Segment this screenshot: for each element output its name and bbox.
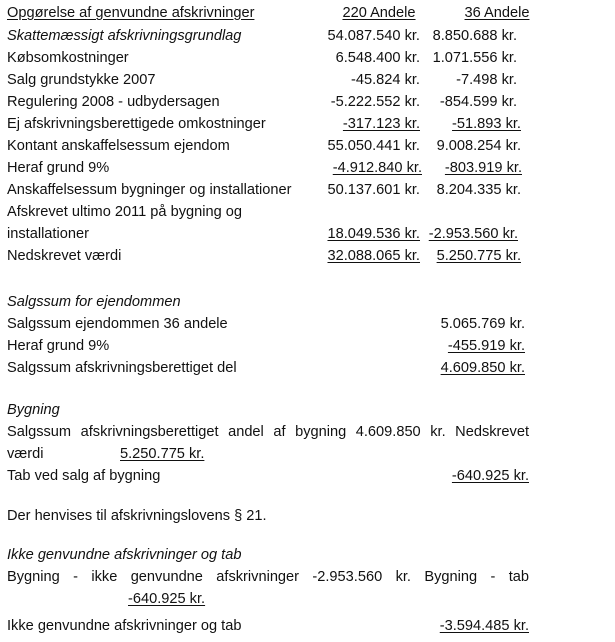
law-reference: Der henvises til afskrivningslovens § 21.: [7, 508, 267, 524]
row-label: Salgssum afskrivningsberettiget del: [7, 360, 237, 376]
cropped-text-line: [0, 0, 615, 2]
cell-220: 18.049.536 kr.: [327, 226, 420, 242]
cell-220: -4.912.840 kr.: [332, 160, 422, 176]
row-label: Anskaffelsessum bygninger og installationer: [7, 182, 292, 198]
cell-36: -854.599 kr.: [439, 94, 517, 110]
column-header-220: 220 Andele: [342, 5, 416, 21]
building-text-line: Salgssum afskrivningsberettiget andel af bygning 4.609.850 kr. Nedskrevet: [7, 424, 529, 440]
summary-text-line: Bygning - ikke genvundne afskrivninger -2.953.560 kr. Bygning - tab: [7, 569, 529, 585]
section-title: Opgørelse af genvundne afskrivninger: [7, 5, 255, 21]
building-text-label: værdi: [7, 446, 44, 462]
row-label: Heraf grund 9%: [7, 160, 110, 176]
cell-220: 54.087.540 kr.: [327, 28, 420, 44]
column-header-36: 36 Andele: [464, 5, 530, 21]
building-value: 5.250.775 kr.: [120, 446, 205, 462]
row-label: Regulering 2008 - udbydersagen: [7, 94, 220, 110]
row-label: Købsomkostninger: [7, 50, 129, 66]
cell-36: -803.919 kr.: [444, 160, 522, 176]
cell-220: 32.088.065 kr.: [327, 248, 420, 264]
row-label: installationer: [7, 226, 89, 242]
sale-heading: Salgssum for ejendommen: [7, 294, 181, 310]
sale-value: 5.065.769 kr.: [440, 316, 525, 332]
cell-36: -51.893 kr.: [452, 116, 521, 132]
summary-heading: Ikke genvundne afskrivninger og tab: [7, 547, 242, 563]
total-label: Ikke genvundne afskrivninger og tab: [7, 618, 242, 634]
cell-36: 1.071.556 kr.: [432, 50, 517, 66]
cell-36: 8.204.335 kr.: [436, 182, 521, 198]
row-label: Salgssum ejendommen 36 andele: [7, 316, 228, 332]
building-heading: Bygning: [7, 402, 60, 418]
cell-220: -5.222.552 kr.: [330, 94, 420, 110]
row-label: Ej afskrivningsberettigede omkostninger: [7, 116, 266, 132]
row-label: Salg grundstykke 2007: [7, 72, 156, 88]
cell-36: 9.008.254 kr.: [436, 138, 521, 154]
cell-36: 8.850.688 kr.: [432, 28, 517, 44]
cell-220: -45.824 kr.: [351, 72, 420, 88]
total-value: -3.594.485 kr.: [439, 618, 529, 634]
cell-220: 50.137.601 kr.: [327, 182, 420, 198]
cell-36: 5.250.775 kr.: [436, 248, 521, 264]
sale-value: -455.919 kr.: [447, 338, 525, 354]
row-label: Heraf grund 9%: [7, 338, 110, 354]
row-label: Kontant anskaffelsessum ejendom: [7, 138, 230, 154]
row-label: Skattemæssigt afskrivningsgrundlag: [7, 28, 242, 44]
cell-36: -7.498 kr.: [456, 72, 517, 88]
row-label: Afskrevet ultimo 2011 på bygning og: [7, 204, 242, 220]
summary-value: -640.925 kr.: [128, 591, 206, 607]
loss-value: -640.925 kr.: [451, 468, 529, 484]
cell-220: 6.548.400 kr.: [335, 50, 420, 66]
cell-220: 55.050.441 kr.: [327, 138, 420, 154]
loss-label: Tab ved salg af bygning: [7, 468, 161, 484]
sale-value: 4.609.850 kr.: [440, 360, 525, 376]
row-label: Nedskrevet værdi: [7, 248, 122, 264]
cell-220: -317.123 kr.: [342, 116, 420, 132]
cell-36: -2.953.560 kr.: [428, 226, 518, 242]
